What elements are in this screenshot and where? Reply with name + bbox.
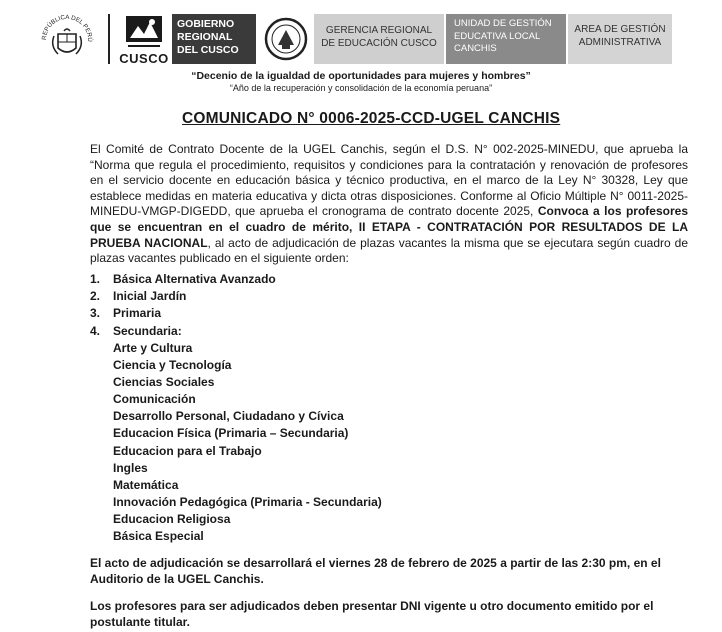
gobierno-line: REGIONAL	[177, 31, 233, 43]
list-item	[90, 271, 276, 288]
list-number: 1.	[90, 272, 101, 286]
list-number: 4.	[90, 323, 101, 338]
secundaria-item: Innovación Pedagógica (Primaria - Secundaria)	[113, 494, 382, 509]
secundaria-item: Básica Especial	[113, 529, 204, 544]
ugel-line: EDUCATIVA LOCAL	[454, 30, 541, 42]
secundaria-item: Matemática	[113, 477, 179, 492]
gobierno-regional-box	[172, 14, 256, 64]
gerencia-regional-box	[314, 14, 444, 64]
list-item	[90, 305, 276, 322]
area-line: AREA DE GESTIÓN	[574, 24, 666, 35]
list-label: Básica Alternativa Avanzado	[113, 272, 276, 286]
letterhead	[0, 0, 722, 68]
gerencia-line: GERENCIA REGIONAL	[325, 25, 433, 36]
level-list	[90, 271, 276, 340]
ugel-emblem	[262, 14, 310, 64]
list-label: Inicial Jardín	[113, 289, 187, 304]
ugel-line: UNIDAD DE GESTIÓN	[454, 18, 552, 29]
cusco-logo	[118, 14, 170, 66]
secundaria-item: Educacion Física (Primaria – Secundaria)	[113, 426, 349, 441]
secundaria-item: Desarrollo Personal, Ciudadano y Cívica	[113, 409, 344, 424]
peru-seal-text: REPÚBLICA DEL PERÚ	[40, 13, 94, 42]
ugel-line: CANCHIS	[454, 43, 497, 54]
secundaria-item: Ciencia y Tecnología	[113, 358, 232, 373]
secundaria-item: Ciencias Sociales	[113, 375, 215, 390]
secundaria-item: Ingles	[113, 460, 148, 475]
ugel-box	[446, 14, 566, 64]
anio-slogan: “Año de la recuperación y consolidación de la economía peruana”	[229, 83, 493, 93]
list-label: Secundaria:	[113, 323, 182, 338]
dni-requirement-note: Los profesores para ser adjudicados deben presentar DNI vigente u otro documento emitido por el postulante titular.	[90, 599, 654, 629]
list-item	[90, 288, 276, 305]
peru-coat-of-arms-seal	[40, 10, 94, 64]
header-divider	[108, 14, 110, 64]
gobierno-line: DEL CUSCO	[177, 44, 239, 56]
list-label: Primaria	[113, 306, 162, 321]
area-gestion-box	[568, 14, 672, 64]
document-title: COMUNICADO N° 0006-2025-CCD-UGEL CANCHIS	[182, 110, 561, 127]
secundaria-item: Educacion para el Trabajo	[113, 443, 262, 458]
secundaria-item: Comunicación	[113, 392, 196, 407]
secundaria-item: Arte y Cultura	[113, 341, 193, 355]
main-paragraph	[90, 142, 688, 267]
list-number: 2.	[90, 289, 101, 304]
gobierno-line: GOBIERNO	[177, 18, 235, 30]
area-line: ADMINISTRATIVA	[578, 37, 662, 48]
list-number: 3.	[90, 306, 101, 321]
adjudication-date-note: El acto de adjudicación se desarrollará el viernes 28 de febrero de 2025 a partir de las 2:30 pm, en el Auditorio de la UGEL Canchis.	[90, 556, 661, 586]
paragraph-part2: , al acto de adjudicación de plazas vacantes la misma que se ejecutara según cuadro de plazas vacantes publicado en el siguiente orden:	[90, 235, 688, 266]
paragraph-bold: Convoca a los profesores que se encuentran en el cuadro de mérito, II ETAPA - CONTRATACIÓN POR RESULTADOS DE LA PRUEBA NACIONAL	[90, 204, 688, 250]
gerencia-line: DE EDUCACIÓN CUSCO	[321, 38, 437, 49]
cusco-word: CUSCO	[119, 51, 169, 66]
list-item	[90, 323, 276, 340]
paragraph-part1: El Comité de Contrato Docente de la UGEL Canchis, según el D.S. N° 002-2025-MINEDU, que aprueba la “Norma que regula el procedimiento, requisitos y condiciones para la contratación y renovación de profesores en el servicio docente en educación básica y técnico productiva, en el marco de la Ley N° 30328, Ley que establece medidas en materia educativa y dicta otras disposiciones. Conforme al Oficio Múltiple N° 0011-2025-MINEDU-VMGP-DIGEDD, que aprueba el cronograma de contrato docente 2025,	[90, 142, 688, 219]
secundaria-list	[113, 340, 382, 545]
secundaria-item: Educacion Religiosa	[113, 511, 231, 526]
decenio-slogan: “Decenio de la igualdad de oportunidades para mujeres y hombres”	[191, 70, 531, 82]
